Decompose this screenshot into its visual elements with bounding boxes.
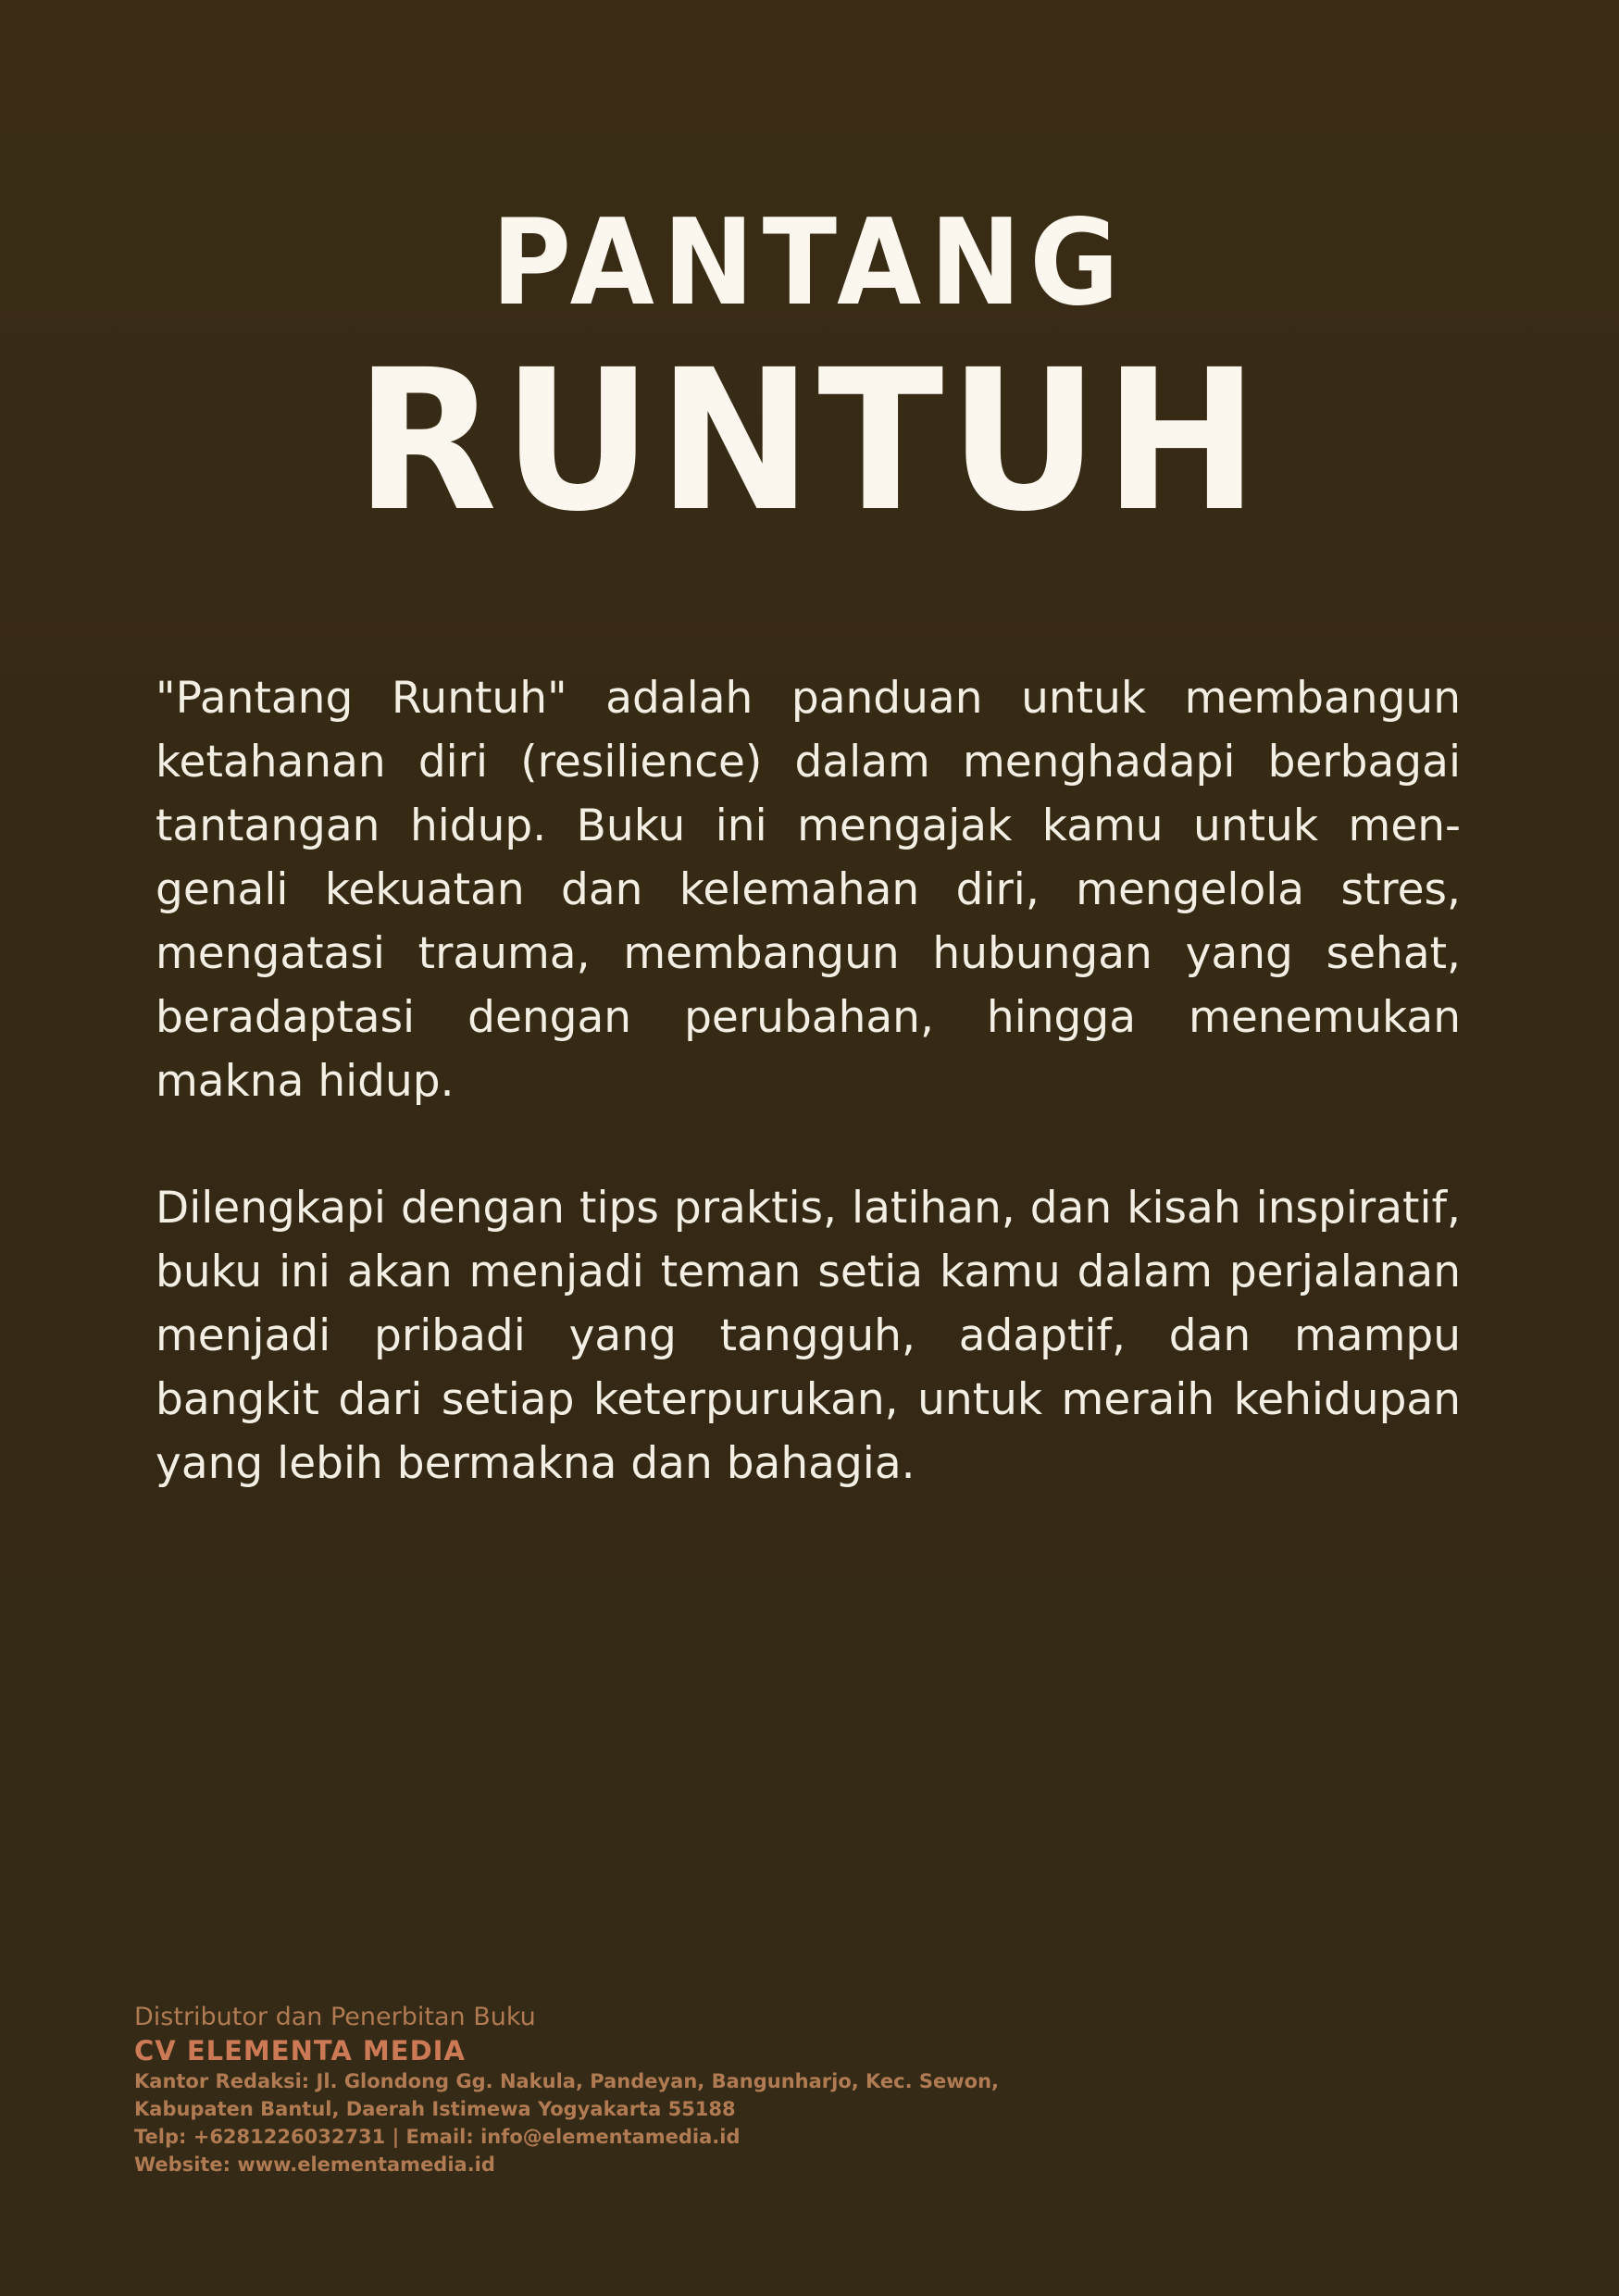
book-synopsis [156,666,1461,1558]
publisher-name: CV ELEMENTA MEDIA [134,2035,466,2066]
synopsis-paragraph-2: Dilengkapi dengan tips praktis, latihan, dan kisah inspiratif, buku ini akan menjadi teman setia kamu dalam perjalanan menjadi pribadi yang tangguh, adaptif, dan mampu bangkit dari setiap keterpurukan, untuk meraih kehidupan yang lebih bermakna dan bahagia. [156,1183,1461,1489]
address-line-2: Kabupaten Bantul, Daerah Istimewa Yogyakarta 55188 [134,2098,736,2120]
book-title [0,194,1619,554]
title-line-pantang: PANTANG [491,194,1128,332]
publisher-info [134,2001,1060,2178]
address-line-1: Kantor Redaksi: Jl. Glondong Gg. Nakula, Pandeyan, Bangunharjo, Kec. Sewon, [134,2070,1000,2092]
distributor-label: Distributor dan Penerbitan Buku [134,2003,536,2031]
synopsis-paragraph-1: "Pantang Runtuh" adalah panduan untuk membangun ketahanan diri (resilience) dalam menghadapi berbagai tantangan hidup. Buku ini mengajak kamu untuk mengenali kekuatan dan kelemahan diri, mengelola stres, mengatasi trauma, membangun hubungan yang sehat, beradaptasi dengan perubahan, hingga menemukan makna hidup. [156,673,1461,1107]
website-line: Website: www.elementamedia.id [134,2153,495,2176]
title-line-runtuh: RUNTUH [355,328,1264,554]
contact-line: Telp: +6281226032731 | Email: info@elementamedia.id [134,2126,741,2148]
